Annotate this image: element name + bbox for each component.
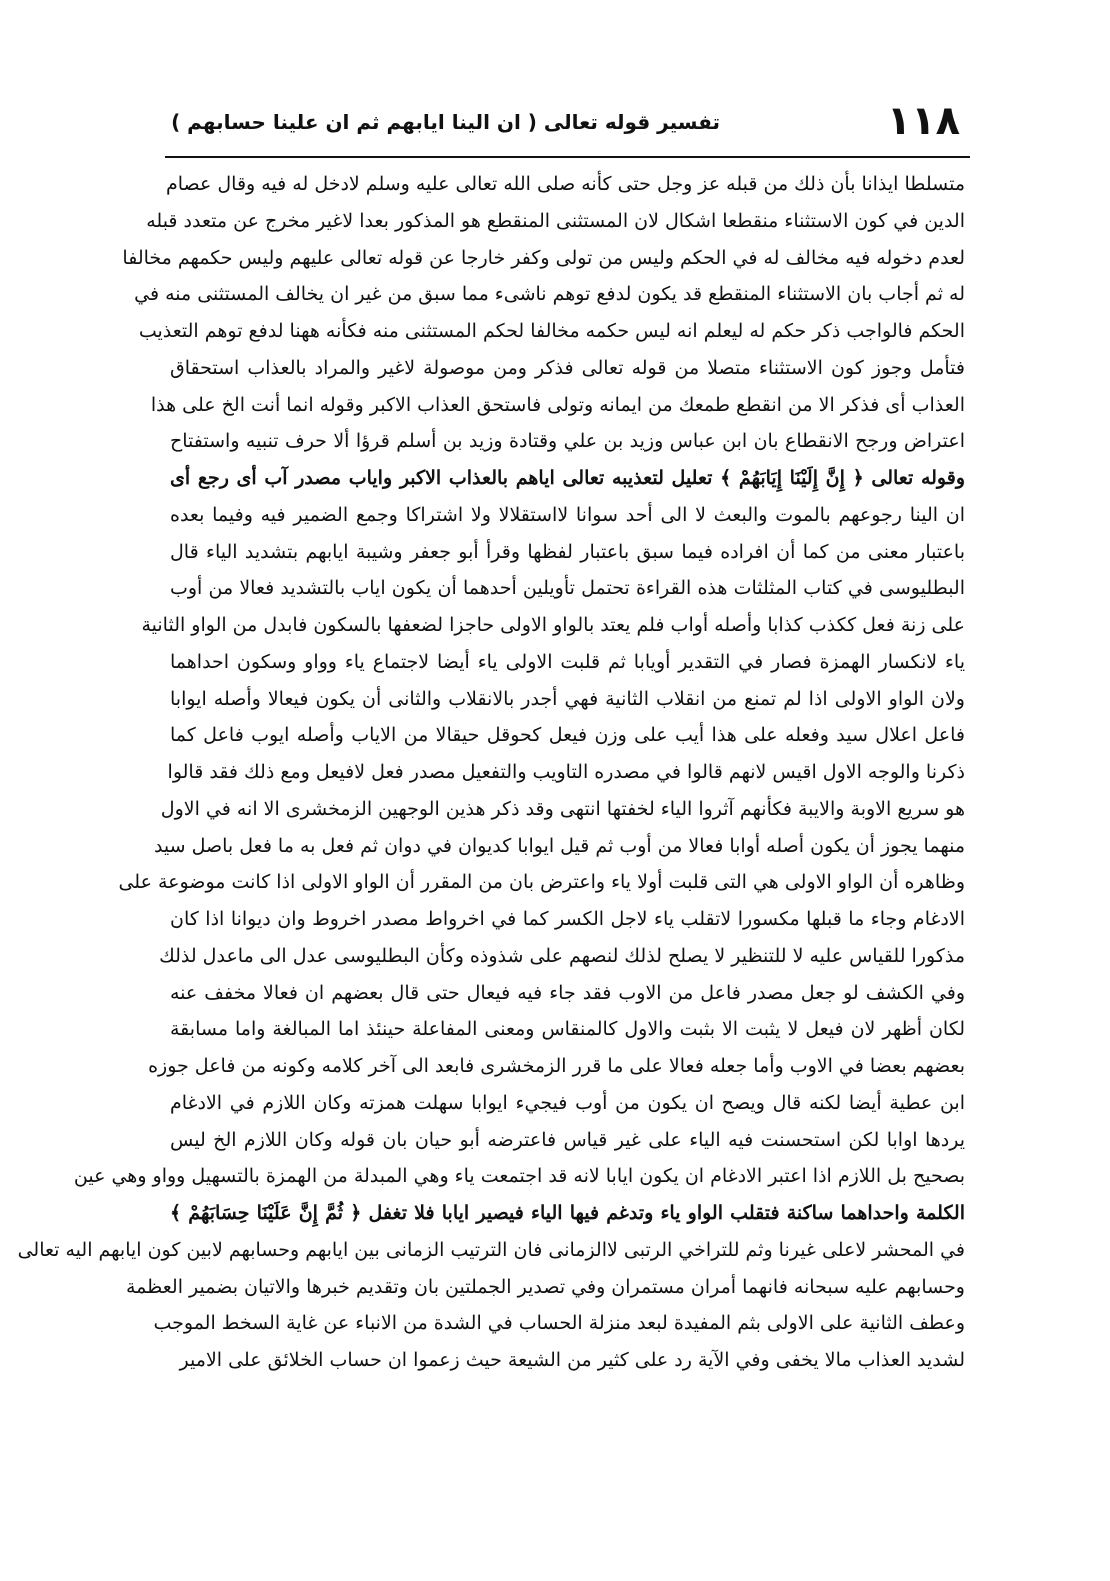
text-line-11: باعتبار معنى من كما أن افراده فيما سبق باعتبار لفظها وقرأ أبو جعفر وشيبة ايابهم بتشديد الياء قال bbox=[170, 540, 965, 563]
text-line-23: وفي الكشف لو جعل مصدر فاعل من الاوب فقد جاء فيه فيعال حتى قال بعضهم ان فعالا مخفف عنه bbox=[170, 981, 965, 1004]
text-line-33: لشديد العذاب مالا يخفى وفي الآية رد على كثير من الشيعة حيث زعموا ان حساب الخلائق على الامير bbox=[179, 1349, 965, 1371]
running-title: تفسير قوله تعالى ( ان الينا ايابهم ثم ان علينا حسابهم ) bbox=[171, 110, 720, 134]
text-line-5: الحكم فالواجب ذكر حكم له ليعلم انه ليس حكمه مخالفا لحكم المستثنى منه فكأنه ههنا لدفع توهم التعذيب bbox=[138, 320, 965, 342]
text-line-1: متسلطا ايذانا بأن ذلك من قبله عز وجل حتى كأنه صلى الله تعالى عليه وسلم لادخل له فيه وقال عصام bbox=[165, 173, 965, 195]
text-line-7: العذاب أى فذكر الا من انقطع طمعك من ايمانه وتولى فاستحق العذاب الاكبر وقوله انما أنت الخ على هذا bbox=[150, 393, 965, 416]
text-line-13: على زنة فعل ككذب كذابا وأصله أواب فلم يعتد بالواو الاولى حاجزا لضعفها بالسكون فابدل من الواو الثانية bbox=[141, 614, 965, 636]
text-line-8: اعتراض ورجح الانقطاع بان ابن عباس وزيد بن علي وقتادة وزيد بن أسلم قرؤا ألا حرف تنبيه واستفتاح bbox=[170, 430, 965, 453]
text-line-29: الكلمة واحداهما ساكنة فتقلب الواو ياء وتدغم فيها الياء فيصير ايابا فلا تغفل ﴿ ثُمَّ إِنَّ عَلَيْنَا حِسَابَهُمْ ﴾ bbox=[170, 1202, 965, 1224]
text-line-21: الادغام وجاء ما قبلها مكسورا لاتقلب ياء لاجل الكسر كما في اخرواط مصدر اخروط وان ديوانا اذا كان bbox=[170, 908, 965, 930]
text-line-28: بصحيح بل اللازم اذا اعتبر الادغام ان يكون ايابا لانه قد اجتمعت ياء وهي المبدلة من الهمزة بالتسهيل وواو وهي عين bbox=[73, 1165, 965, 1188]
text-line-20: وظاهره أن الواو الاولى هي التى قلبت أولا ياء واعترض بان من المقرر أن الواو الاولى اذا كانت موضوعة على bbox=[118, 871, 965, 894]
page-header bbox=[165, 95, 970, 155]
text-line-26: ابن عطية أيضا لكنه قال ويصح ان يكون من أوب فيجيء ايوابا سهلت همزته وكان اللازم في الادغام bbox=[170, 1091, 965, 1114]
text-line-10: ان الينا رجوعهم بالموت والبعث لا الى أحد سوانا لااستقلالا ولا اشتراكا وجمع الضمير فيه وفيما بعده bbox=[170, 503, 965, 526]
text-line-31: وحسابهم عليه سبحانه فانهما أمران مستمران وفي تصدير الجملتين بان وتقديم خبرها والاتيان بضمير العظمة bbox=[126, 1275, 965, 1298]
text-line-3: لعدم دخوله فيه مخالف له في الحكم وليس من تولى وكفر خارجا عن قوله تعالى عليهم وليس حكمهم مخالفا bbox=[122, 246, 965, 269]
text-line-14: ياء لانكسار الهمزة فصار في التقدير أويابا ثم قلبت الاولى ياء أيضا لاجتماع ياء وواو وسكون احداهما bbox=[170, 650, 965, 673]
text-line-24: لكان أظهر لان فيعل لا يثبت الا بثبت والاول كالمنقاس ومعنى المفاعلة حينئذ اما المبالغة واما مسابقة bbox=[170, 1018, 965, 1041]
text-line-15: ولان الواو الاولى اذا لم تمنع من انقلاب الثانية فهي أجدر بالانقلاب والثانى أن يكون فيعالا وأصله ايوابا bbox=[170, 687, 965, 710]
text-line-12: البطليوسى في كتاب المثلثات هذه القراءة تحتمل تأويلين أحدهما أن يكون اياب بالتشديد فعالا من أوب bbox=[170, 577, 965, 600]
header-rule bbox=[165, 156, 970, 158]
text-line-2: الدين في كون الاستثناء منقطعا اشكال لان المستثنى المنقطع هو المذكور بعدا لاغير مخرج عن متعدد قبله bbox=[146, 209, 965, 232]
text-line-32: وعطف الثانية على الاولى بثم المفيدة لبعد منزلة الحساب في الشدة من الانباء عن غاية السخط الموجب bbox=[153, 1312, 965, 1335]
text-line-30: في المحشر لاعلى غيرنا وثم للتراخي الرتبى لاالزمانى فان الترتيب الزمانى بين ايابهم وحسابهم لابين كون ايابهم اليه تعالى bbox=[17, 1238, 965, 1261]
text-line-6: فتأمل وجوز كون الاستثناء متصلا من قوله تعالى فذكر ومن موصولة لاغير والمراد بالعذاب استحقاق bbox=[170, 356, 965, 379]
text-line-17: ذكرنا والوجه الاول اقيس لانهم قالوا في مصدره التاويب والتفعيل مصدر فعل لافيعل ومع ذلك فقد قالوا bbox=[167, 761, 965, 783]
text-line-18: هو سريع الاوبة والايبة فكأنهم آثروا الياء لخفتها انتهى وقد ذكر هذين الوجهين الزمخشرى الا انه في الاول bbox=[160, 797, 965, 820]
body-text bbox=[17, 166, 965, 1379]
text-line-19: منهما يجوز أن يكون أصله أوابا فعالا من أوب ثم قيل ايوابا كديوان في دوان ثم فعل به ما فعل باصل سيد bbox=[153, 834, 965, 857]
text-line-27: يردها اوابا لكن استحسنت فيه الياء على غير قياس فاعترضه أبو حيان بان قوله وكان اللازم الخ ليس bbox=[170, 1128, 965, 1151]
text-line-16: فاعل اعلال سيد وفعله على هذا أيب على وزن فيعل كحوقل حيقالا من الاياب وأصله ايوب فاعل كما bbox=[170, 724, 965, 747]
page-number: ١١٨ bbox=[886, 98, 960, 144]
text-line-25: بعضهم بعضا في الاوب وأما جعله فعالا على ما قرر الزمخشرى فابعد الى آخر كلامه وكونه من فاعل جوزه bbox=[148, 1055, 965, 1077]
text-line-22: مذكورا للقياس عليه لا للتنظير لا يصلح لذلك لنصهم على شذوذه وكأن البطليوسى عدل الى ماعدل لذلك bbox=[159, 944, 965, 967]
text-line-4: له ثم أجاب بان الاستثناء المنقطع قد يكون لدفع توهم ناشىء مما سبق من غير ان يخالف المستثنى منه في bbox=[134, 283, 965, 306]
text-line-9: وقوله تعالى ﴿ إِنَّ إِلَيْنَا إِيَابَهُمْ ﴾ تعليل لتعذيبه تعالى اياهم بالعذاب الاكبر واياب مصدر آب أى رجع أى bbox=[170, 467, 965, 489]
